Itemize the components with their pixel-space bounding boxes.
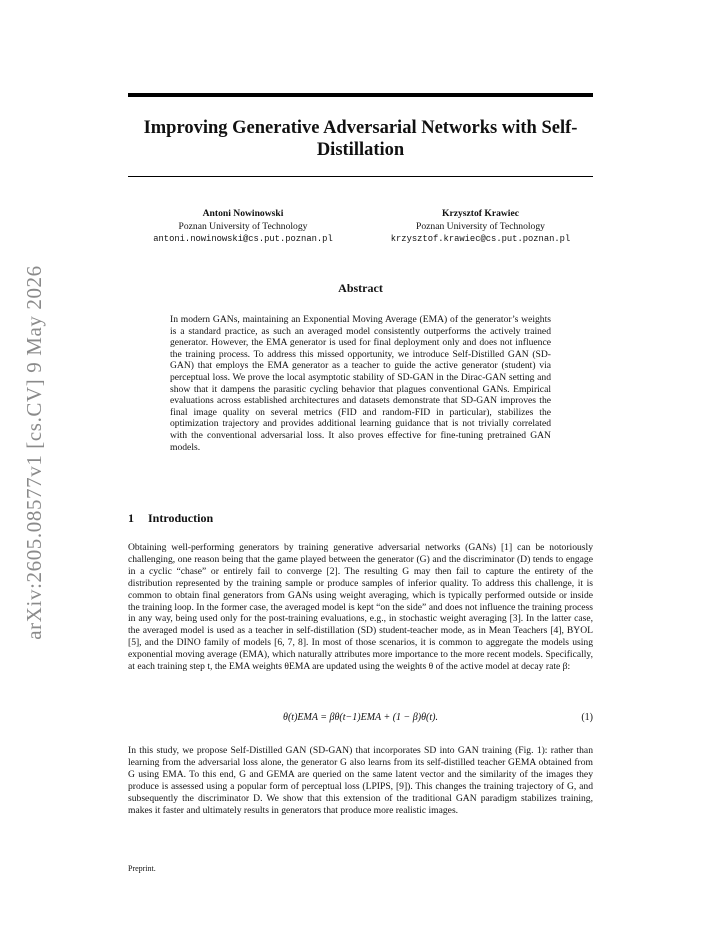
title-bottom-rule — [128, 176, 593, 177]
intro-paragraph-2: In this study, we propose Self-Distilled GAN (SD-GAN) that incorporates SD into GAN training (Fig. 1): rather than learning from the adversarial loss alone, the generator G also learns from its self-distilled teacher GEMA obtained from G using EMA. To this end, G and GEMA are queried on the same latent vector and the similarity of the images they produce is assessed using a popular form of perceptual loss (LPIPS, [9]). This changes the training trajectory of G, and subsequently the discriminator D. We show that this extension of the traditional GAN paradigm stabilizes training, makes it faster and ultimately results in generators that produce more realistic images. — [128, 745, 593, 816]
abstract-heading: Abstract — [338, 281, 383, 295]
equation-body: θ(t)EMA = βθ(t−1)EMA + (1 − β)θ(t). — [283, 712, 438, 723]
author-name: Krzysztof Krawiec — [442, 208, 519, 219]
paper-title: Improving Generative Adversarial Networks with Self-Distillation — [143, 118, 578, 160]
author-name: Antoni Nowinowski — [202, 208, 284, 219]
author-block — [128, 208, 593, 252]
equation-1 — [128, 712, 593, 728]
preprint-note: Preprint. — [128, 864, 156, 873]
equation-number: (1) — [581, 712, 593, 723]
intro-paragraph-1: Obtaining well-performing generators by training generative adversarial networks (GANs) [1] can be notoriously challenging, one reason being that the game played between the generator (G) and the discriminator (D) tends to engage in a cyclic “chase” or entirely fail to converge [2]. The resulting G may then fail to capture the entirety of the distribution represented by the training sample or produce samples of inferior quality. To address this challenge, it is common to obtain final generators from GANs using weight averaging, which is typically performed outside or inside the training loop. In the former case, the averaged model is kept “on the side” and does not influence the training process in any way, being used only for the post-training evaluations, e.g., in stochastic weight averaging [3]. In the latter case, the averaged model is used as a teacher in self-distillation (SD) student-teacher mode, as in Mean Teachers [4], BYOL [5], and the DINO family of models [6, 7, 8]. In most of those scenarios, it is common to aggregate the models using exponential moving average (EMA), which naturally attributes more importance to the more recent models. Specifically, at each training step t, the EMA weights θEMA are updated using the weights θ of the active model at decay rate β: — [128, 542, 593, 673]
author-2 — [373, 208, 588, 246]
arxiv-id: arXiv:2605.08577v1 [cs.CV] 9 May 2026 — [21, 264, 46, 640]
section-title: Introduction — [148, 511, 214, 525]
author-1 — [138, 208, 348, 246]
abstract-text: In modern GANs, maintaining an Exponential Moving Average (EMA) of the generator’s weights is a standard practice, as such an averaged model consistently outperforms the actively trained generator. However, the EMA generator is used for final deployment only and does not influence the training process. To address this missed opportunity, we introduce Self-Distilled GAN (SD-GAN) that employs the EMA generator as a teacher to guide the active generator (student) via perceptual loss. We prove the local asymptotic stability of SD-GAN in the Dirac-GAN setting and show that it dampens the parasitic cycling behavior that plagues conventional GANs. Empirical evaluations across established architectures and datasets demonstrate that SD-GAN improves the final image quality on several metrics (FID and random-FID in particular), stabilizes the optimization trajectory and provides additional learning guidance that is not trivially correlated with the conventional adversarial loss. It also proves effective for fine-tuning pretrained GAN models. — [170, 314, 551, 453]
title-top-rule — [128, 93, 593, 97]
section-number: 1 — [128, 511, 134, 525]
section-heading — [128, 511, 213, 526]
author-email: krzysztof.krawiec@cs.put.poznan.pl — [390, 234, 571, 244]
author-affiliation: Poznan University of Technology — [178, 220, 308, 232]
author-affiliation: Poznan University of Technology — [416, 220, 545, 232]
arxiv-watermark — [16, 262, 52, 642]
author-email: antoni.nowinowski@cs.put.poznan.pl — [153, 234, 333, 244]
